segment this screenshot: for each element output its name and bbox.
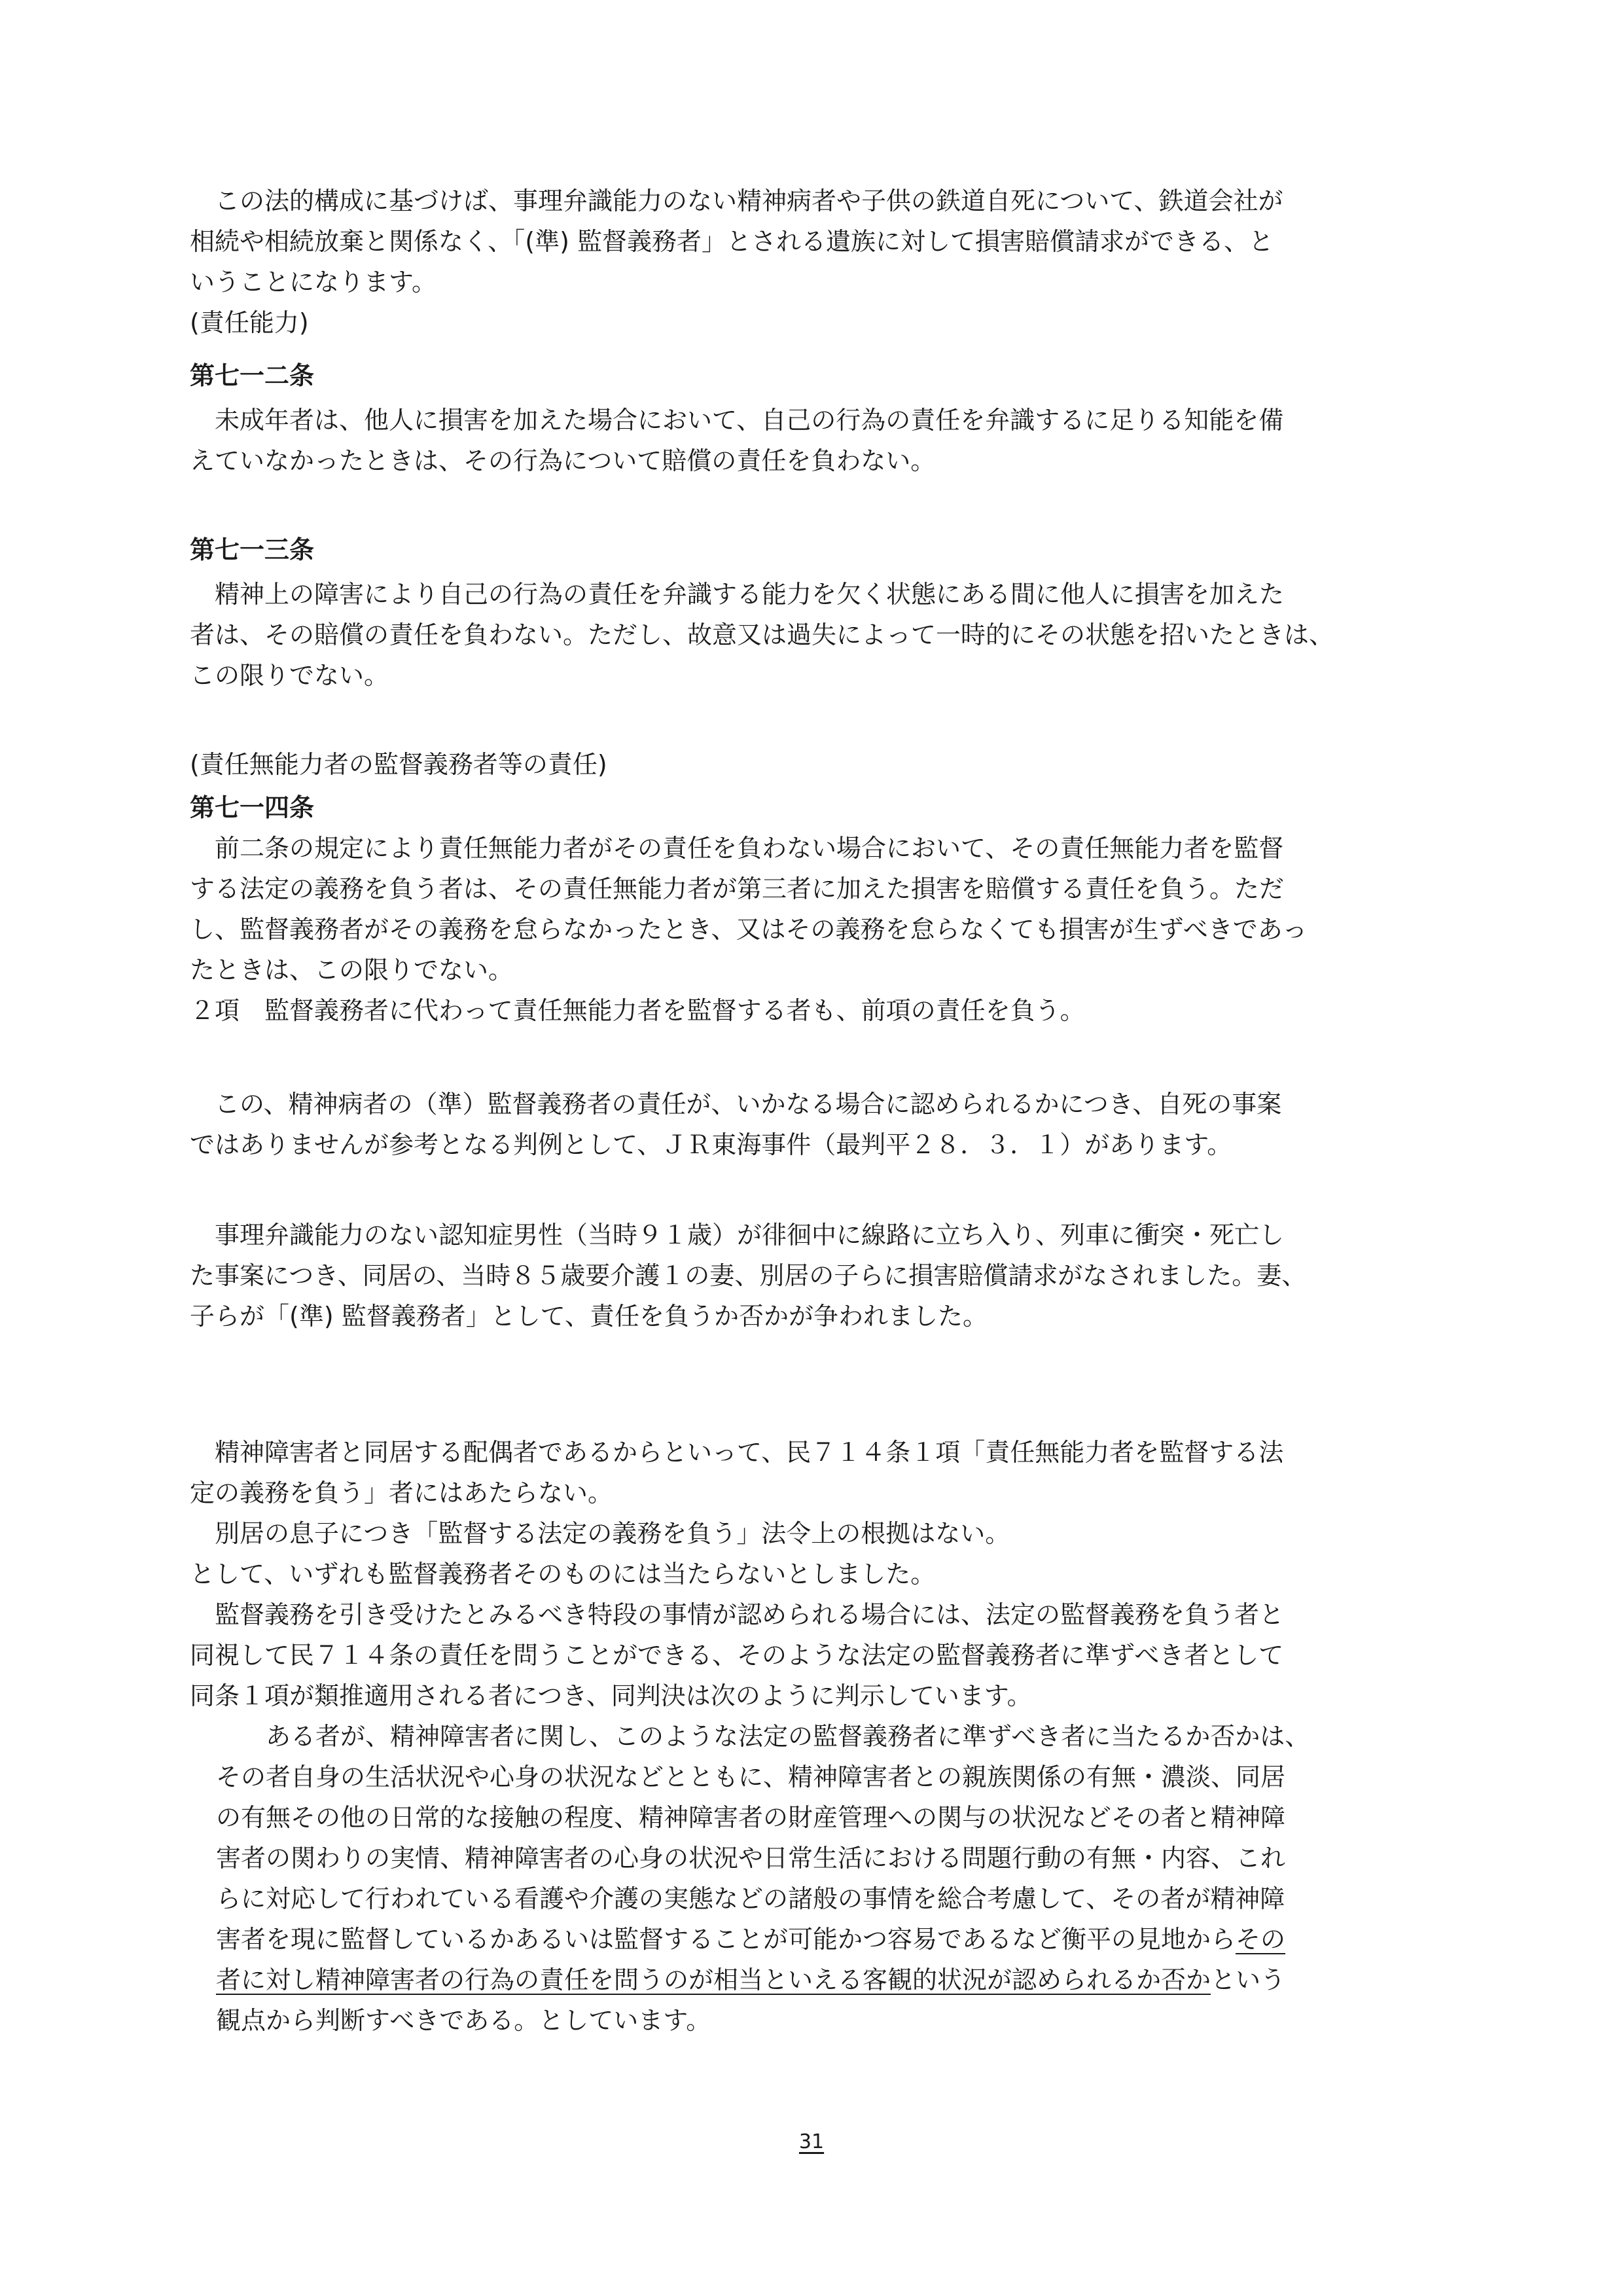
article-714-caption: (責任無能力者の監督義務者等の責任) xyxy=(190,750,607,779)
article-714-line-4: たときは、この限りでない。 xyxy=(190,956,514,984)
intro-line-3: いうことになります。 xyxy=(190,268,437,296)
intro-line-1: この法的構成に基づけば、事理弁識能力のない精神病者や子供の鉄道自死について、鉄道会社が xyxy=(190,187,1283,215)
judgment-quote-line-6 xyxy=(216,1919,1285,1960)
judgment-quote-line-6-text: 害者を現に監督しているかあるいは監督することが可能かつ容易であるなど衡平の見地から xyxy=(216,1925,1236,1954)
article-713-line-3: この限りでない。 xyxy=(190,661,389,690)
judgment-quote-line-4: 害者の関わりの実情、精神障害者の心身の状況や日常生活における問題行動の有無・内容、これ xyxy=(216,1844,1286,1873)
intro-line-2: 相続や相続放棄と関係なく、「(準) 監督義務者」とされる遺族に対して損害賠償請求ができる、と xyxy=(190,227,1274,256)
article-712-line-2: えていなかったときは、その行為について賠償の責任を負わない。 xyxy=(190,446,936,475)
article-714-line-2: する法定の義務を負う者は、その責任無能力者が第三者に加えた損害を賠償する責任を負う。ただ xyxy=(190,874,1285,903)
judgment-quote-line-3: の有無その他の日常的な接触の程度、精神障害者の財産管理への関与の状況などその者と精神障 xyxy=(216,1803,1286,1832)
judgment-quote-line-5: らに対応して行われている看護や介護の実態などの諸般の事情を総合考慮して、その者が精神障 xyxy=(216,1884,1285,1913)
holding-line-7: 同条１項が類推適用される者につき、同判決は次のように判示しています。 xyxy=(190,1681,1032,1710)
article-714-paragraph-2: ２項 監督義務者に代わって責任無能力者を監督する者も、前項の責任を負う。 xyxy=(190,996,1085,1025)
article-712-line-1: 未成年者は、他人に損害を加えた場合において、自己の行為の責任を弁識するに足りる知能を備 xyxy=(190,406,1284,435)
case-facts-line-3: 子らが「(準) 監督義務者」として、責任を負うか否かが争われました。 xyxy=(190,1302,988,1331)
judgment-quote-underlined-start: その xyxy=(1236,1925,1286,1954)
judgment-quote-underlined-phrase: 者に対し精神障害者の行為の責任を問うのが相当といえる客観的状況が認められるか否か xyxy=(216,1965,1211,1994)
article-714-line-3: し、監督義務者がその義務を怠らなかったとき、又はその義務を怠らなくても損害が生ずべきであっ xyxy=(190,915,1308,944)
judgment-quote-line-1: ある者が、精神障害者に関し、このような法定の監督義務者に準ずべき者に当たるか否かは、 xyxy=(216,1722,1310,1751)
judgment-quote-line-7 xyxy=(216,1960,1285,2000)
holding-line-6: 同視して民７１４条の責任を問うことができる、そのような法定の監督義務者に準ずべき者として xyxy=(190,1641,1284,1670)
holding-line-3: 別居の息子につき「監督する法定の義務を負う」法令上の根拠はない。 xyxy=(190,1519,1010,1548)
article-713-line-2: 者は、その賠償の責任を負わない。ただし、故意又は過失によって一時的にその状態を招いたときは、 xyxy=(190,620,1334,649)
case-facts-line-1: 事理弁識能力のない認知症男性（当時９１歳）が徘徊中に線路に立ち入り、列車に衝突・死亡し xyxy=(190,1221,1285,1249)
article-714-heading: 第七一四条 xyxy=(190,793,315,822)
holding-line-5: 監督義務を引き受けたとみるべき特段の事情が認められる場合には、法定の監督義務を負う者と xyxy=(190,1600,1285,1629)
jr-case-line-1: この、精神病者の（準）監督義務者の責任が、いかなる場合に認められるかにつき、自死の事案 xyxy=(190,1090,1282,1119)
article-713-heading: 第七一三条 xyxy=(190,535,315,564)
holding-line-2: 定の義務を負う」者にはあたらない。 xyxy=(190,1479,613,1507)
page-number: 31 xyxy=(798,2130,825,2153)
article-712-heading: 第七一二条 xyxy=(190,361,315,390)
jr-case-line-2: ではありませんが参考となる判例として、ＪＲ東海事件（最判平２８．３．１）があります。 xyxy=(190,1130,1232,1159)
article-714-line-1: 前二条の規定により責任無能力者がその責任を負わない場合において、その責任無能力者を監督 xyxy=(190,834,1284,863)
holding-line-4: として、いずれも監督義務者そのものには当たらないとしました。 xyxy=(190,1560,936,1588)
judgment-quote-line-7-tail: という xyxy=(1211,1965,1286,1994)
holding-line-1: 精神障害者と同居する配偶者であるからといって、民７１４条１項「責任無能力者を監督する法 xyxy=(190,1438,1284,1467)
judgment-quote-line-2: その者自身の生活状況や心身の状況などとともに、精神障害者との親族関係の有無・濃淡、同居 xyxy=(216,1763,1286,1791)
article-713-line-1: 精神上の障害により自己の行為の責任を弁識する能力を欠く状態にある間に他人に損害を加えた xyxy=(190,580,1285,609)
case-facts-line-2: た事案につき、同居の、当時８５歳要介護１の妻、別居の子らに損害賠償請求がなされました。妻、 xyxy=(190,1261,1307,1290)
judgment-quote-line-8: 観点から判断すべきである。としています。 xyxy=(216,2006,711,2035)
article-712-caption: (責任能力) xyxy=(190,308,309,337)
